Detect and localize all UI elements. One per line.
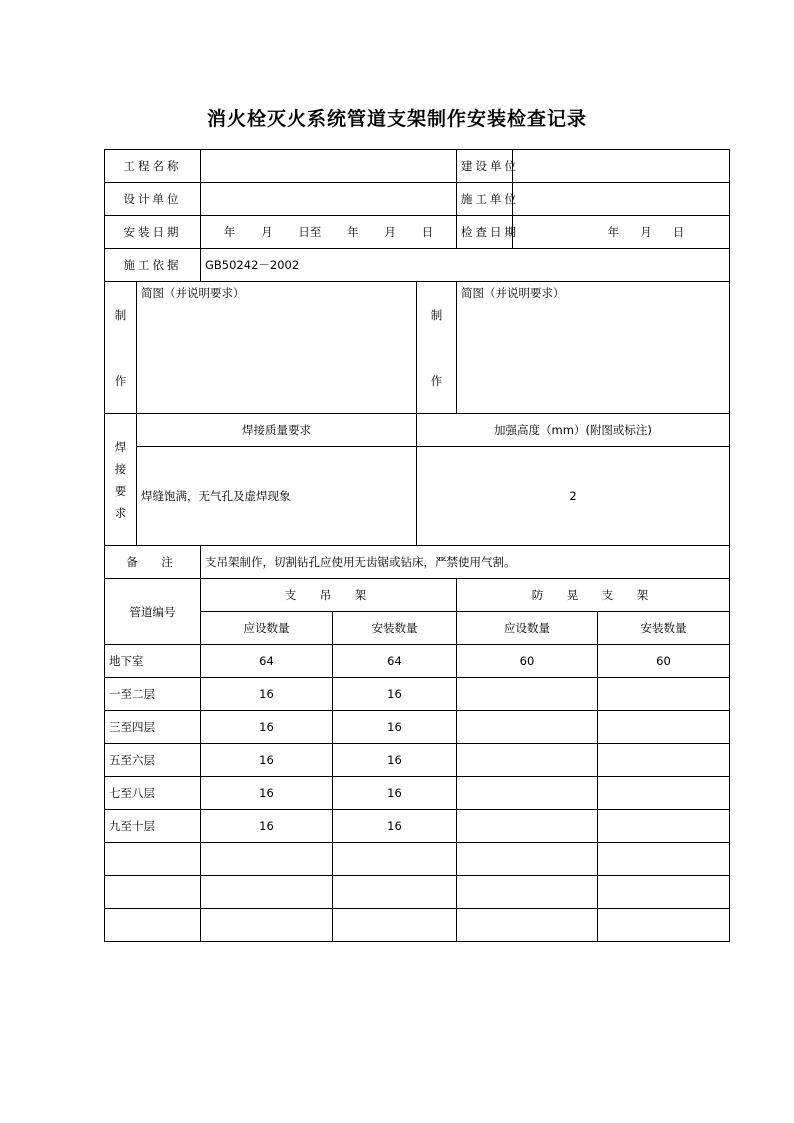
support-installed-cell[interactable]: 16 <box>333 777 457 810</box>
design-unit-field[interactable] <box>201 183 457 216</box>
pipe-id-cell[interactable]: 一至二层 <box>105 678 201 711</box>
project-name-field[interactable] <box>201 150 457 183</box>
vertical-char: 制 <box>114 307 127 322</box>
anti-sway-installed-header: 安装数量 <box>598 612 730 645</box>
fabrication-right-vertical-label <box>417 282 457 414</box>
anti-sway-installed-cell[interactable] <box>598 678 730 711</box>
install-date-field[interactable] <box>201 216 457 249</box>
pipe-id-cell[interactable]: 三至四层 <box>105 711 201 744</box>
vertical-char: 作 <box>114 373 127 388</box>
sketch-label: 简图（并说明要求） <box>461 286 565 300</box>
install-date-part: 年 <box>223 225 236 239</box>
row-pipe-header <box>105 579 730 612</box>
install-date-part: 月 <box>261 225 273 239</box>
install-date-part: 日 <box>421 225 434 239</box>
support-installed-cell[interactable] <box>333 843 457 876</box>
anti-sway-installed-cell[interactable] <box>598 876 730 909</box>
support-installed-cell[interactable]: 16 <box>333 678 457 711</box>
project-name-label: 工程名称 <box>105 150 201 183</box>
support-required-cell[interactable] <box>201 909 333 942</box>
anti-sway-required-cell[interactable]: 60 <box>457 645 598 678</box>
welding-height-header: 加强高度（mm）(附图或标注) <box>417 414 730 447</box>
support-installed-cell[interactable]: 16 <box>333 810 457 843</box>
anti-sway-installed-cell[interactable] <box>598 810 730 843</box>
row-welding-values <box>105 447 730 546</box>
welding-quality-header: 焊接质量要求 <box>137 414 417 447</box>
vertical-char: 接 <box>114 461 127 476</box>
support-required-cell[interactable]: 16 <box>201 777 333 810</box>
support-required-cell[interactable]: 64 <box>201 645 333 678</box>
anti-sway-required-cell[interactable] <box>457 909 598 942</box>
support-required-cell[interactable]: 16 <box>201 810 333 843</box>
vertical-char: 求 <box>114 505 127 520</box>
construction-unit-label: 建设单位 <box>457 150 513 183</box>
support-installed-header: 安装数量 <box>333 612 457 645</box>
row-project-name <box>105 150 730 183</box>
anti-sway-installed-cell[interactable]: 60 <box>598 645 730 678</box>
support-required-cell[interactable]: 16 <box>201 678 333 711</box>
anti-sway-installed-cell[interactable] <box>598 711 730 744</box>
table-row <box>105 843 730 876</box>
vertical-char: 制 <box>430 307 443 322</box>
support-installed-cell[interactable]: 64 <box>333 645 457 678</box>
anti-sway-header: 防 晃 支 架 <box>457 579 730 612</box>
install-date-part: 日至 <box>298 225 322 239</box>
anti-sway-required-cell[interactable] <box>457 843 598 876</box>
support-required-cell[interactable]: 16 <box>201 711 333 744</box>
welding-vertical-label <box>105 414 137 546</box>
builder-unit-label: 施工单位 <box>457 183 513 216</box>
row-dates <box>105 216 730 249</box>
table-row <box>105 744 730 777</box>
row-fabrication <box>105 282 730 414</box>
anti-sway-required-cell[interactable] <box>457 678 598 711</box>
table-row <box>105 810 730 843</box>
anti-sway-required-cell[interactable] <box>457 777 598 810</box>
vertical-char: 要 <box>114 483 127 498</box>
anti-sway-required-header: 应设数量 <box>457 612 598 645</box>
row-basis <box>105 249 730 282</box>
construction-unit-field[interactable] <box>513 150 730 183</box>
support-installed-cell[interactable] <box>333 909 457 942</box>
table-row <box>105 645 730 678</box>
vertical-char: 焊 <box>114 439 127 454</box>
pipe-id-header: 管道编号 <box>105 579 201 645</box>
support-required-cell[interactable] <box>201 843 333 876</box>
welding-height-value[interactable]: 2 <box>417 447 730 546</box>
builder-unit-field[interactable] <box>513 183 730 216</box>
support-required-cell[interactable]: 16 <box>201 744 333 777</box>
inspect-date-field[interactable] <box>513 216 730 249</box>
install-date-part: 年 <box>347 225 359 239</box>
welding-quality-value[interactable]: 焊缝饱满，无气孔及虚焊现象 <box>137 447 417 546</box>
fabrication-left-sketch[interactable] <box>137 282 417 414</box>
row-remarks <box>105 546 730 579</box>
anti-sway-installed-cell[interactable] <box>598 777 730 810</box>
support-installed-cell[interactable]: 16 <box>333 744 457 777</box>
install-date-part: 月 <box>384 225 396 239</box>
pipe-id-cell[interactable] <box>105 909 201 942</box>
anti-sway-required-cell[interactable] <box>457 744 598 777</box>
pipe-id-cell[interactable]: 九至十层 <box>105 810 201 843</box>
inspect-date-part: 日 <box>672 225 685 239</box>
table-row <box>105 777 730 810</box>
pipe-id-cell[interactable] <box>105 876 201 909</box>
table-row <box>105 876 730 909</box>
anti-sway-required-cell[interactable] <box>457 876 598 909</box>
remarks-label: 备 注 <box>105 546 201 579</box>
inspection-form <box>104 149 730 942</box>
install-date-label: 安装日期 <box>105 216 201 249</box>
fabrication-right-sketch[interactable] <box>457 282 730 414</box>
support-header: 支 吊 架 <box>201 579 457 612</box>
support-required-cell[interactable] <box>201 876 333 909</box>
table-row <box>105 711 730 744</box>
anti-sway-required-cell[interactable] <box>457 810 598 843</box>
support-installed-cell[interactable]: 16 <box>333 711 457 744</box>
pipe-id-cell[interactable]: 五至六层 <box>105 744 201 777</box>
basis-field[interactable]: GB50242－2002 <box>201 249 730 282</box>
row-design-unit <box>105 183 730 216</box>
anti-sway-installed-cell[interactable] <box>598 843 730 876</box>
table-row <box>105 909 730 942</box>
inspect-date-part: 年 <box>607 225 620 239</box>
fabrication-left-vertical-label <box>105 282 137 414</box>
anti-sway-required-cell[interactable] <box>457 711 598 744</box>
page-title: 消火栓灭火系统管道支架制作安装检查记录 <box>206 108 587 130</box>
basis-label: 施工依据 <box>105 249 201 282</box>
pipe-id-cell[interactable]: 七至八层 <box>105 777 201 810</box>
inspect-date-label: 检查日期 <box>457 216 513 249</box>
remarks-value[interactable]: 支吊架制作，切割钻孔应使用无齿锯或钻床，严禁使用气割。 <box>201 546 730 579</box>
inspect-date-part: 月 <box>640 225 652 239</box>
row-welding-header <box>105 414 730 447</box>
anti-sway-installed-cell[interactable] <box>598 909 730 942</box>
sketch-label: 简图（并说明要求） <box>141 286 245 300</box>
support-installed-cell[interactable] <box>333 876 457 909</box>
vertical-char: 作 <box>430 373 443 388</box>
pipe-id-cell[interactable] <box>105 843 201 876</box>
support-required-header: 应设数量 <box>201 612 333 645</box>
anti-sway-installed-cell[interactable] <box>598 744 730 777</box>
design-unit-label: 设计单位 <box>105 183 201 216</box>
pipe-id-cell[interactable]: 地下室 <box>105 645 201 678</box>
table-row <box>105 678 730 711</box>
